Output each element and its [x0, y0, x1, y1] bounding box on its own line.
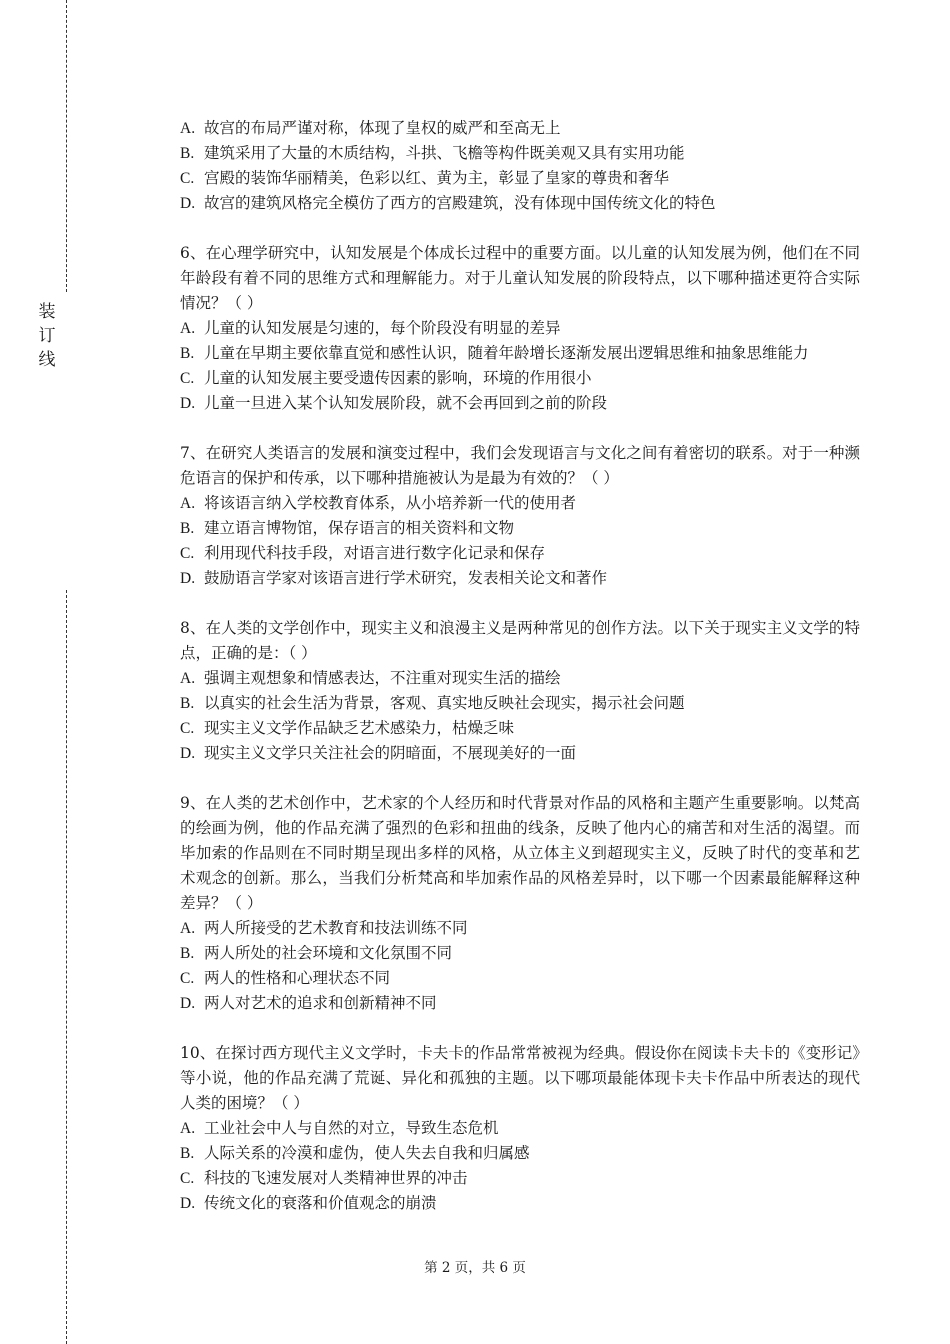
option-text: 两人所处的社会环境和文化氛围不同	[204, 944, 453, 962]
option-letter: B.	[180, 1145, 195, 1162]
page-footer: 第 2 页，共 6 页	[424, 1260, 526, 1276]
option-letter: D.	[180, 395, 196, 412]
question-stem: 7、在研究人类语言的发展和演变过程中，我们会发现语言与文化之间有着密切的联系。对于一种濒危语言的保护和传承，以下哪种措施被认为是最为有效的？（ ）	[180, 444, 860, 487]
option-letter: D.	[180, 745, 196, 762]
option-text: 建筑采用了大量的木质结构，斗拱、飞檐等构件既美观又具有实用功能	[204, 144, 685, 162]
option-b	[180, 941, 860, 966]
option-letter: D.	[180, 570, 196, 587]
option-text: 传统文化的衰落和价值观念的崩溃	[204, 1194, 437, 1212]
option-a	[180, 666, 860, 691]
option-text: 强调主观想象和情感表达，不注重对现实生活的描绘	[204, 669, 561, 687]
option-text: 两人的性格和心理状态不同	[204, 969, 391, 987]
option-letter: A.	[180, 320, 196, 337]
option-c	[180, 1166, 860, 1191]
option-d	[180, 566, 860, 591]
option-letter: A.	[180, 120, 196, 137]
option-letter: C.	[180, 720, 195, 737]
option-text: 故宫的布局严谨对称，体现了皇权的威严和至高无上	[204, 119, 561, 137]
option-b	[180, 341, 860, 366]
option-b	[180, 516, 860, 541]
option-letter: B.	[180, 145, 195, 162]
question-stem: 10、在探讨西方现代主义文学时，卡夫卡的作品常常被视为经典。假设你在阅读卡夫卡的《变形记》等小说，他的作品充满了荒诞、异化和孤独的主题。以下哪项最能体现卡夫卡作品中所表达的现代人类的困境？（ ）	[180, 1044, 860, 1112]
question-list	[180, 116, 860, 1241]
binding-line-bottom	[66, 590, 67, 1344]
option-a	[180, 491, 860, 516]
option-text: 现实主义文学只关注社会的阴暗面，不展现美好的一面	[204, 744, 577, 762]
question-8	[180, 616, 860, 766]
option-d	[180, 191, 860, 216]
binding-char: 订	[38, 326, 56, 346]
question-5-options	[180, 116, 860, 216]
option-text: 工业社会中人与自然的对立，导致生态危机	[204, 1119, 499, 1137]
option-text: 以真实的社会生活为背景，客观、真实地反映社会现实，揭示社会问题	[204, 694, 685, 712]
option-text: 科技的飞速发展对人类精神世界的冲击	[204, 1169, 468, 1187]
option-a	[180, 1116, 860, 1141]
option-text: 两人所接受的艺术教育和技法训练不同	[204, 919, 468, 937]
question-7	[180, 441, 860, 591]
question-stem: 8、在人类的文学创作中，现实主义和浪漫主义是两种常见的创作方法。以下关于现实主义文学的特点，正确的是：（ ）	[180, 619, 860, 662]
option-text: 故宫的建筑风格完全模仿了西方的宫殿建筑，没有体现中国传统文化的特色	[204, 194, 716, 212]
option-text: 儿童的认知发展主要受遗传因素的影响，环境的作用很小	[204, 369, 592, 387]
option-a	[180, 316, 860, 341]
option-c	[180, 166, 860, 191]
binding-line-top	[66, 0, 67, 292]
option-a	[180, 116, 860, 141]
option-b	[180, 141, 860, 166]
option-text: 将该语言纳入学校教育体系，从小培养新一代的使用者	[204, 494, 577, 512]
option-c	[180, 366, 860, 391]
binding-char: 线	[38, 350, 56, 370]
question-9	[180, 791, 860, 1016]
option-d	[180, 991, 860, 1016]
option-text: 鼓励语言学家对该语言进行学术研究，发表相关论文和著作	[204, 569, 608, 587]
binding-char: 装	[38, 302, 56, 322]
option-letter: C.	[180, 970, 195, 987]
option-letter: A.	[180, 670, 196, 687]
option-text: 人际关系的冷漠和虚伪，使人失去自我和归属感	[204, 1144, 530, 1162]
option-letter: A.	[180, 1120, 196, 1137]
question-6	[180, 241, 860, 416]
option-letter: D.	[180, 195, 196, 212]
option-letter: A.	[180, 495, 196, 512]
option-b	[180, 1141, 860, 1166]
option-letter: C.	[180, 1170, 195, 1187]
option-c	[180, 716, 860, 741]
option-text: 宫殿的装饰华丽精美，色彩以红、黄为主，彰显了皇家的尊贵和奢华	[204, 169, 670, 187]
option-c	[180, 541, 860, 566]
option-text: 儿童一旦进入某个认知发展阶段，就不会再回到之前的阶段	[204, 394, 608, 412]
option-letter: B.	[180, 520, 195, 537]
option-letter: D.	[180, 995, 196, 1012]
option-letter: A.	[180, 920, 196, 937]
question-stem: 6、在心理学研究中，认知发展是个体成长过程中的重要方面。以儿童的认知发展为例，他们在不同年龄段有着不同的思维方式和理解能力。对于儿童认知发展的阶段特点，以下哪种描述更符合实际情况？（ ）	[180, 244, 860, 312]
option-a	[180, 916, 860, 941]
option-d	[180, 741, 860, 766]
option-text: 两人对艺术的追求和创新精神不同	[204, 994, 437, 1012]
option-b	[180, 691, 860, 716]
option-d	[180, 391, 860, 416]
question-10	[180, 1041, 860, 1216]
question-stem: 9、在人类的艺术创作中，艺术家的个人经历和时代背景对作品的风格和主题产生重要影响。以梵高的绘画为例，他的作品充满了强烈的色彩和扭曲的线条，反映了他内心的痛苦和对生活的渴望。而毕加索的作品则在不同时期呈现出多样的风格，从立体主义到超现实主义，反映了时代的变革和艺术观念的创新。那么，当我们分析梵高和毕加索作品的风格差异时，以下哪一个因素最能解释这种差异？（ ）	[180, 794, 860, 912]
option-letter: B.	[180, 345, 195, 362]
option-letter: D.	[180, 1195, 196, 1212]
option-text: 建立语言博物馆，保存语言的相关资料和文物	[204, 519, 515, 537]
option-text: 儿童在早期主要依靠直觉和感性认识，随着年龄增长逐渐发展出逻辑思维和抽象思维能力	[204, 344, 809, 362]
option-text: 现实主义文学作品缺乏艺术感染力，枯燥乏味	[204, 719, 515, 737]
option-letter: C.	[180, 370, 195, 387]
binding-label	[37, 300, 57, 372]
option-c	[180, 966, 860, 991]
option-letter: B.	[180, 945, 195, 962]
option-letter: C.	[180, 545, 195, 562]
option-d	[180, 1191, 860, 1216]
option-text: 儿童的认知发展是匀速的，每个阶段没有明显的差异	[204, 319, 561, 337]
option-letter: C.	[180, 170, 195, 187]
option-letter: B.	[180, 695, 195, 712]
option-text: 利用现代科技手段，对语言进行数字化记录和保存	[204, 544, 546, 562]
